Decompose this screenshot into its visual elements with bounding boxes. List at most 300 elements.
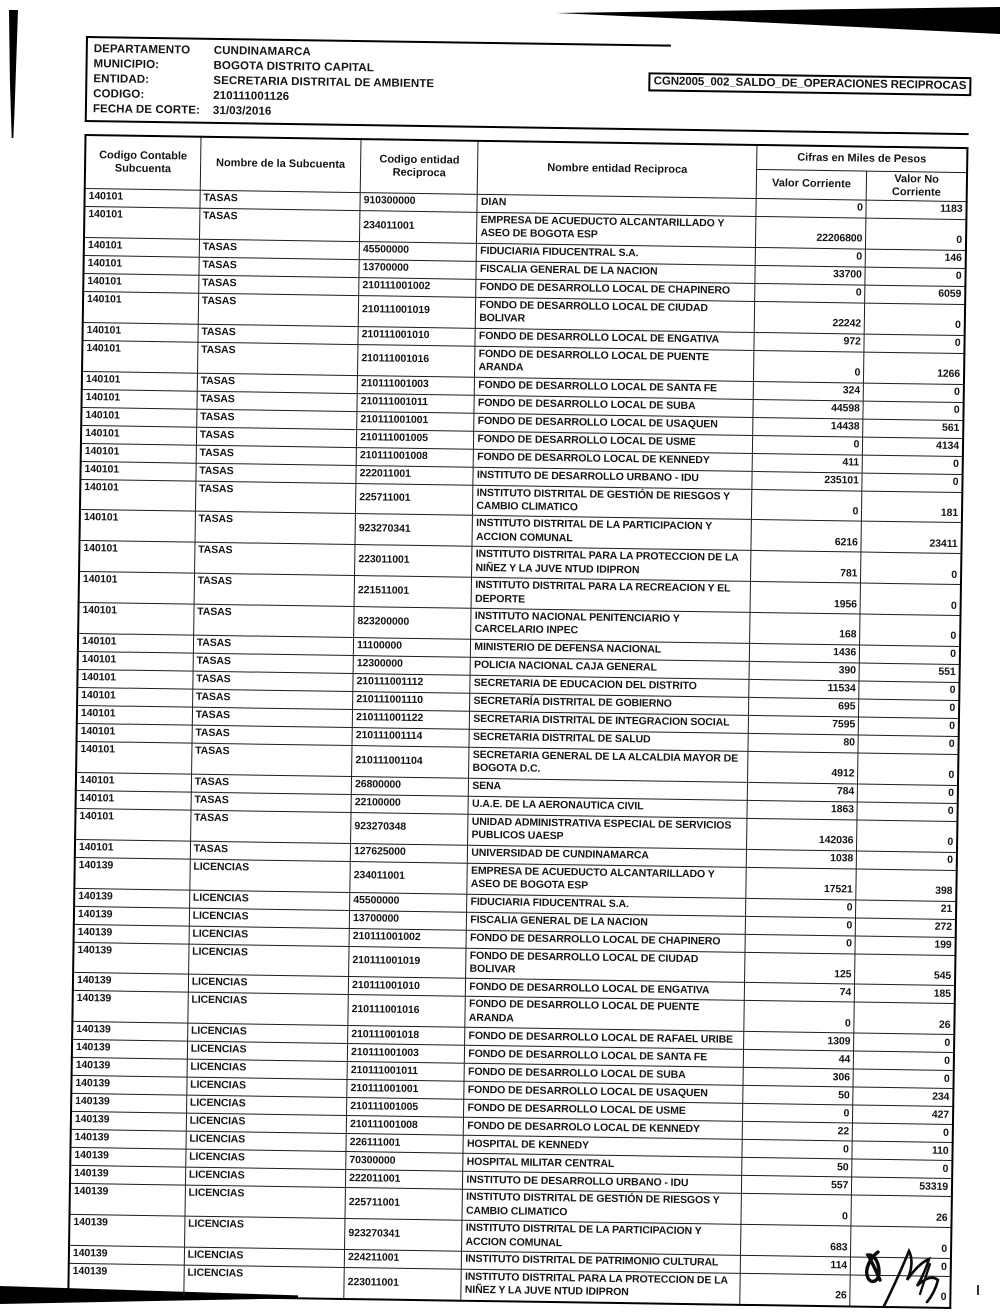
valor-corriente-cell: 80 [748, 733, 859, 753]
nombre-entidad-cell: INSTITUTO DISTRITAL DE LA PARTICIPACION Y ACCION COMUNAL [472, 516, 751, 551]
valor-no-corriente-cell: 551 [859, 663, 960, 682]
codigo-entidad-cell: 210111001001 [357, 411, 475, 431]
codigo-subcuenta-cell: 140101 [77, 669, 193, 689]
valor-corriente-cell: 306 [743, 1068, 854, 1088]
nombre-subcuenta-cell: LICENCIAS [187, 1041, 348, 1061]
valor-no-corriente-cell: 0 [854, 1051, 955, 1070]
codigo-entidad-cell: 127625000 [350, 843, 468, 863]
valor-no-corriente-cell: 0 [861, 552, 962, 584]
valor-corriente-cell: 0 [751, 489, 862, 522]
codigo-entidad-cell: 210111001018 [348, 1026, 466, 1046]
codigo-subcuenta-cell: 140101 [77, 687, 193, 707]
codigo-entidad-cell: 222011001 [346, 1170, 464, 1190]
codigo-entidad-cell: 210111001011 [357, 393, 475, 413]
nombre-entidad-cell: INSTITUTO DISTRITAL PARA LA PROTECCION DE LA NIÑEZ Y LA JUVE NTUD IDIPRON [472, 547, 751, 582]
codigo-entidad-cell: 210111001112 [353, 673, 471, 693]
nombre-entidad-cell: SENA [469, 778, 748, 800]
valor-no-corriente-cell: 0 [859, 699, 960, 718]
codigo-subcuenta-cell: 140101 [76, 790, 192, 810]
codigo-entidad-cell: 70300000 [346, 1152, 464, 1172]
scan-artifact-top-right-wedge [556, 7, 1000, 34]
nombre-subcuenta-cell: LICENCIAS [184, 1216, 345, 1249]
col-header-valor-no-corriente: Valor No Corriente [866, 171, 967, 202]
codigo-subcuenta-cell: 140139 [74, 906, 190, 926]
nombre-entidad-cell: EMPRESA DE ACUEDUCTO ALCANTARILLADO Y ASEO DE BOGOTA ESP [477, 212, 756, 247]
nombre-subcuenta-cell: LICENCIAS [189, 890, 350, 910]
codigo-subcuenta-cell: 140101 [76, 741, 192, 774]
codigo-subcuenta-cell: 140101 [81, 407, 197, 427]
valor-corriente-cell: 0 [755, 283, 866, 303]
codigo-entidad-cell: 234011001 [360, 210, 478, 243]
nombre-subcuenta-cell: TASAS [195, 481, 356, 514]
nombre-entidad-cell: SECRETARIA DISTRITAL DE INTEGRACION SOCIAL [470, 711, 749, 733]
nombre-entidad-cell: INSTITUTO NACIONAL PENITENCIARIO Y CARCELARIO INPEC [471, 608, 750, 643]
nombre-subcuenta-cell: TASAS [194, 573, 355, 606]
valor-no-corriente-cell: 0 [860, 583, 961, 615]
field-value: SECRETARIA DISTRITAL DE AMBIENTE [213, 74, 435, 91]
nombre-subcuenta-cell: TASAS [191, 743, 352, 776]
nombre-entidad-cell: FONDO DE DESARROLLO LOCAL DE SUBA [464, 1063, 743, 1085]
codigo-subcuenta-cell: 140139 [70, 1166, 186, 1186]
nombre-entidad-cell: FONDO DE DESARROLLO LOCAL DE SUBA [474, 395, 753, 417]
valor-corriente-cell: 0 [745, 916, 856, 936]
nombre-subcuenta-cell: TASAS [197, 373, 358, 393]
nombre-subcuenta-cell: TASAS [193, 635, 354, 655]
codigo-subcuenta-cell: 140139 [74, 857, 190, 890]
nombre-entidad-cell: SECRETARIA GENERAL DE LA ALCALDIA MAYOR DE BOGOTA D.C. [469, 747, 748, 782]
valor-corriente-cell: 50 [742, 1158, 853, 1178]
valor-no-corriente-cell: 0 [856, 851, 957, 870]
valor-corriente-cell: 683 [740, 1224, 851, 1257]
codigo-subcuenta-cell: 140101 [83, 273, 199, 293]
nombre-entidad-cell: INSTITUTO DISTRITAL DE GESTIÓN DE RIESGOS Y CAMBIO CLIMATICO [473, 485, 752, 520]
reciprocas-table-body [68, 188, 966, 1307]
codigo-entidad-cell: 11100000 [353, 637, 471, 657]
nombre-subcuenta-cell: TASAS [196, 409, 357, 429]
valor-no-corriente-cell: 234 [853, 1087, 954, 1106]
codigo-entidad-cell: 225711001 [356, 483, 474, 516]
field-value: CUNDINAMARCA [213, 44, 311, 59]
codigo-subcuenta-cell: 140101 [77, 723, 193, 743]
nombre-subcuenta-cell: LICENCIAS [184, 1247, 345, 1267]
valor-no-corriente-cell: 0 [862, 455, 963, 474]
codigo-entidad-cell: 13700000 [359, 259, 477, 279]
codigo-subcuenta-cell: 140101 [78, 633, 194, 653]
codigo-entidad-cell: 210111001016 [358, 344, 476, 377]
valor-corriente-cell: 1956 [750, 582, 861, 615]
codigo-subcuenta-cell: 140101 [81, 425, 197, 445]
valor-corriente-cell: 11534 [749, 679, 860, 699]
valor-corriente-cell: 44 [743, 1050, 854, 1070]
nombre-entidad-cell: FONDO DE DESARROLLO LOCAL DE SANTA FE [475, 377, 754, 399]
field-label: FECHA DE CORTE: [92, 103, 201, 117]
codigo-entidad-cell: 210111001008 [356, 447, 474, 467]
nombre-subcuenta-cell: TASAS [195, 512, 356, 545]
valor-no-corriente-cell: 0 [852, 1159, 953, 1178]
valor-no-corriente-cell: 0 [857, 784, 958, 803]
valor-no-corriente-cell: 272 [855, 918, 956, 937]
codigo-subcuenta-cell: 140139 [71, 1094, 187, 1114]
codigo-subcuenta-cell: 140101 [84, 188, 200, 208]
nombre-subcuenta-cell: TASAS [199, 257, 360, 277]
codigo-entidad-cell: 210111001002 [349, 928, 467, 948]
valor-no-corriente-cell: 0 [850, 1257, 951, 1276]
valor-corriente-cell: 324 [753, 381, 864, 401]
col-header-codigo-entidad: Codigo entidad Reciproca [360, 139, 478, 194]
nombre-subcuenta-cell: TASAS [194, 542, 355, 575]
codigo-entidad-cell: 823200000 [354, 607, 472, 640]
codigo-subcuenta-cell: 140139 [72, 1022, 188, 1042]
nombre-entidad-cell: SECRETARIA DISTRITAL DE SALUD [469, 729, 748, 751]
nombre-subcuenta-cell: TASAS [200, 190, 361, 210]
valor-corriente-cell: 0 [752, 435, 863, 455]
nombre-subcuenta-cell: TASAS [193, 671, 354, 691]
codigo-entidad-cell: 210111001003 [347, 1044, 465, 1064]
codigo-subcuenta-cell: 140101 [78, 602, 194, 635]
valor-corriente-cell: 781 [750, 551, 861, 584]
valor-no-corriente-cell: 561 [863, 419, 964, 438]
col-header-nombre-entidad: Nombre entidad Reciproca [478, 141, 757, 199]
codigo-entidad-cell: 210111001003 [357, 375, 475, 395]
valor-no-corriente-cell: 0 [858, 753, 959, 785]
codigo-subcuenta-cell: 140101 [81, 389, 197, 409]
valor-corriente-cell: 22206800 [755, 216, 866, 249]
codigo-subcuenta-cell: 140139 [70, 1148, 186, 1168]
nombre-entidad-cell: INSTITUTO DISTRITAL DE GESTIÓN DE RIESGOS Y CAMBIO CLIMATICO [462, 1189, 741, 1224]
valor-no-corriente-cell: 0 [864, 303, 965, 335]
codigo-entidad-cell: 210111001005 [357, 429, 475, 449]
codigo-subcuenta-cell: 140139 [74, 888, 190, 908]
valor-no-corriente-cell: 53319 [852, 1177, 953, 1196]
valor-no-corriente-cell: 6059 [865, 285, 966, 304]
nombre-entidad-cell: INSTITUTO DISTRITAL DE LA PARTICIPACION Y ACCION COMUNAL [462, 1220, 741, 1255]
valor-corriente-cell: 0 [745, 934, 856, 954]
codigo-subcuenta-cell: 140101 [82, 322, 198, 342]
valor-corriente-cell: 125 [745, 952, 856, 985]
valor-corriente-cell: 0 [746, 898, 857, 918]
codigo-entidad-cell: 210111001010 [348, 977, 466, 997]
nombre-entidad-cell: EMPRESA DE ACUEDUCTO ALCANTARILLADO Y ASEO DE BOGOTA ESP [467, 863, 746, 898]
valor-corriente-cell: 0 [753, 350, 864, 383]
nombre-entidad-cell: INSTITUTO DISTRITAL PARA LA RECREACION Y EL DEPORTE [471, 577, 750, 612]
codigo-entidad-cell: 910300000 [360, 192, 478, 212]
valor-no-corriente-cell: 545 [855, 954, 956, 986]
valor-corriente-cell: 557 [741, 1176, 852, 1196]
nombre-entidad-cell: INSTITUTO DE DESARROLLO URBANO - IDU [473, 467, 752, 489]
codigo-subcuenta-cell: 140101 [82, 340, 198, 373]
valor-corriente-cell: 1038 [746, 849, 857, 869]
valor-corriente-cell: 0 [741, 1194, 852, 1227]
nombre-subcuenta-cell: LICENCIAS [184, 1265, 345, 1299]
codigo-entidad-cell: 45500000 [359, 241, 477, 261]
valor-no-corriente-cell: 1266 [864, 352, 965, 384]
valor-no-corriente-cell: 26 [854, 1002, 955, 1034]
nombre-subcuenta-cell: LICENCIAS [187, 1077, 348, 1097]
codigo-entidad-cell: 923270341 [355, 514, 473, 547]
valor-corriente-cell: 22242 [754, 301, 865, 334]
valor-no-corriente-cell: 0 [860, 645, 961, 664]
nombre-entidad-cell: FONDO DE DESARROLLO LOCAL DE USAQUEN [464, 1081, 743, 1103]
codigo-subcuenta-cell: 140139 [73, 942, 189, 975]
valor-corriente-cell: 22 [742, 1122, 853, 1142]
valor-no-corriente-cell: 0 [854, 1033, 955, 1052]
valor-no-corriente-cell: 0 [860, 614, 961, 646]
codigo-subcuenta-cell: 140139 [71, 1130, 187, 1150]
nombre-entidad-cell: HOSPITAL MILITAR CENTRAL [463, 1153, 742, 1175]
nombre-subcuenta-cell: TASAS [196, 463, 357, 483]
entity-header-box [85, 36, 671, 129]
valor-no-corriente-cell: 0 [858, 735, 959, 754]
scan-artifact-left-bar [9, 10, 18, 138]
field-label: CODIGO: [93, 88, 145, 101]
codigo-entidad-cell: 210111001010 [358, 326, 476, 346]
nombre-subcuenta-cell: LICENCIAS [186, 1131, 347, 1151]
valor-no-corriente-cell: 0 [864, 334, 965, 353]
nombre-subcuenta-cell: LICENCIAS [190, 859, 351, 892]
codigo-entidad-cell: 210111001114 [352, 727, 470, 747]
valor-corriente-cell: 695 [748, 697, 859, 717]
valor-corriente-cell: 390 [749, 661, 860, 681]
nombre-subcuenta-cell: TASAS [196, 427, 357, 447]
valor-no-corriente-cell: 1183 [866, 200, 967, 219]
nombre-entidad-cell: INSTITUTO DE DESARROLLO URBANO - IDU [463, 1171, 742, 1193]
valor-no-corriente-cell: 0 [851, 1226, 952, 1258]
valor-no-corriente-cell: 0 [865, 267, 966, 286]
nombre-subcuenta-cell: LICENCIAS [188, 944, 349, 977]
scan-artifact-dash [977, 1285, 979, 1295]
nombre-subcuenta-cell: LICENCIAS [187, 1023, 348, 1043]
valor-no-corriente-cell: 0 [852, 1123, 953, 1142]
nombre-subcuenta-cell: LICENCIAS [189, 926, 350, 946]
codigo-subcuenta-cell: 140101 [79, 541, 195, 574]
nombre-entidad-cell: UNIVERSIDAD DE CUNDINAMARCA [468, 845, 747, 867]
field-label: ENTIDAD: [93, 73, 150, 86]
nombre-entidad-cell: FONDO DE DESARROLLO LOCAL DE ENGATIVA [466, 979, 745, 1001]
nombre-entidad-cell: HOSPITAL DE KENNEDY [463, 1135, 742, 1157]
codigo-subcuenta-cell: 140101 [84, 206, 200, 239]
nombre-subcuenta-cell: LICENCIAS [188, 974, 349, 994]
nombre-subcuenta-cell: LICENCIAS [185, 1149, 346, 1169]
reciprocas-table [67, 134, 968, 1309]
valor-no-corriente-cell: 26 [851, 1195, 952, 1227]
nombre-subcuenta-cell: LICENCIAS [185, 1185, 346, 1218]
valor-corriente-cell: 114 [740, 1255, 851, 1275]
codigo-entidad-cell: 221511001 [354, 576, 472, 609]
nombre-subcuenta-cell: TASAS [197, 391, 358, 411]
codigo-subcuenta-cell: 140101 [75, 808, 191, 841]
codigo-subcuenta-cell: 140101 [81, 443, 197, 463]
valor-corriente-cell: 26 [740, 1273, 851, 1306]
valor-no-corriente-cell: 185 [854, 984, 955, 1003]
nombre-subcuenta-cell: TASAS [198, 293, 359, 326]
nombre-entidad-cell: FONDO DE DESARROLO LOCAL DE KENNEDY [464, 1117, 743, 1139]
signature-mark [846, 1242, 976, 1310]
codigo-entidad-cell: 210111001001 [347, 1080, 465, 1100]
codigo-entidad-cell: 222011001 [356, 465, 474, 485]
codigo-subcuenta-cell: 140101 [83, 291, 199, 324]
codigo-subcuenta-cell: 140139 [72, 1040, 188, 1060]
valor-corriente-cell: 7595 [748, 715, 859, 735]
codigo-subcuenta-cell: 140139 [71, 1112, 187, 1132]
codigo-entidad-cell: 226111001 [346, 1134, 464, 1154]
nombre-subcuenta-cell: TASAS [190, 841, 351, 861]
codigo-entidad-cell: 225711001 [345, 1188, 463, 1221]
codigo-subcuenta-cell: 140101 [80, 461, 196, 481]
nombre-entidad-cell: INSTITUTO DISTRITAL DE PATRIMONIO CULTURAL [462, 1251, 741, 1273]
valor-no-corriente-cell: 0 [858, 717, 959, 736]
valor-corriente-cell: 4912 [748, 751, 859, 784]
valor-corriente-cell: 168 [750, 612, 861, 645]
codigo-entidad-cell: 13700000 [349, 910, 467, 930]
valor-corriente-cell: 1863 [747, 800, 858, 820]
document-content [67, 36, 972, 1309]
codigo-entidad-cell: 210111001016 [348, 995, 466, 1028]
nombre-subcuenta-cell: TASAS [193, 653, 354, 673]
codigo-subcuenta-cell: 140101 [83, 255, 199, 275]
col-header-valor-corriente: Valor Corriente [756, 169, 867, 200]
codigo-entidad-cell: 26800000 [351, 776, 469, 796]
codigo-subcuenta-cell: 140101 [76, 772, 192, 792]
valor-no-corriente-cell: 0 [853, 1069, 954, 1088]
codigo-subcuenta-cell: 140139 [69, 1215, 185, 1248]
codigo-subcuenta-cell: 140139 [70, 1184, 186, 1217]
valor-corriente-cell: 1309 [744, 1032, 855, 1052]
valor-corriente-cell: 0 [742, 1140, 853, 1160]
codigo-entidad-cell: 210111001019 [349, 946, 467, 979]
codigo-entidad-cell: 210111001019 [358, 295, 476, 328]
valor-corriente-cell: 6216 [751, 520, 862, 553]
nombre-entidad-cell: FONDO DE DESARROLLO LOCAL DE ENGATIVA [475, 328, 754, 350]
valor-no-corriente-cell: 0 [863, 401, 964, 420]
valor-corriente-cell: 411 [752, 453, 863, 473]
codigo-subcuenta-cell: 140101 [77, 705, 193, 725]
nombre-entidad-cell: FIDUCIARIA FIDUCENTRAL S.A. [467, 894, 746, 916]
nombre-subcuenta-cell: TASAS [190, 810, 351, 843]
valor-no-corriente-cell: 0 [857, 802, 958, 821]
nombre-entidad-cell: UNIDAD ADMINISTRATIVA ESPECIAL DE SERVICIOS PUBLICOS UAESP [468, 814, 747, 849]
valor-corriente-cell: 235101 [752, 471, 863, 491]
codigo-entidad-cell: 223011001 [344, 1267, 462, 1300]
codigo-subcuenta-cell: 140139 [71, 1076, 187, 1096]
codigo-entidad-cell: 12300000 [353, 655, 471, 675]
valor-corriente-cell: 0 [744, 1001, 855, 1034]
nombre-entidad-cell: FONDO DE DESARROLLO LOCAL DE PUENTE ARANDA [475, 346, 754, 381]
report-title: CGN2005_002_SALDO_DE_OPERACIONES RECIPROCAS [649, 72, 972, 96]
nombre-subcuenta-cell: TASAS [191, 792, 352, 812]
valor-corriente-cell: 0 [742, 1104, 853, 1124]
nombre-entidad-cell: FONDO DE DESARROLLO LOCAL DE USME [474, 431, 753, 453]
codigo-entidad-cell: 923270348 [351, 812, 469, 845]
codigo-subcuenta-cell: 140139 [72, 1058, 188, 1078]
nombre-entidad-cell: FONDO DE DESARROLLO LOCAL DE RAFAEL URIBE [465, 1027, 744, 1049]
codigo-subcuenta-cell: 140139 [73, 973, 189, 993]
nombre-entidad-cell: MINISTERIO DE DEFENSA NACIONAL [471, 639, 750, 661]
nombre-entidad-cell: POLICIA NACIONAL CAJA GENERAL [470, 657, 749, 679]
codigo-subcuenta-cell: 140101 [80, 510, 196, 543]
nombre-subcuenta-cell: TASAS [191, 774, 352, 794]
valor-no-corriente-cell: 398 [856, 869, 957, 901]
codigo-subcuenta-cell: 140101 [82, 371, 198, 391]
field-value: 31/03/2016 [212, 104, 272, 118]
valor-corriente-cell: 74 [744, 983, 855, 1003]
codigo-entidad-cell: 210111001008 [346, 1116, 464, 1136]
nombre-entidad-cell: SECRETARÍA DISTRITAL DE GOBIERNO [470, 693, 749, 715]
codigo-entidad-cell: 210111001011 [347, 1062, 465, 1082]
valor-no-corriente-cell: 0 [859, 681, 960, 700]
codigo-entidad-cell: 45500000 [350, 892, 468, 912]
valor-corriente-cell: 44598 [753, 399, 864, 419]
valor-corriente-cell: 0 [755, 247, 866, 267]
nombre-entidad-cell: FONDO DE DESARROLLO LOCAL DE PUENTE ARANDA [465, 997, 744, 1032]
nombre-subcuenta-cell: TASAS [192, 725, 353, 745]
valor-no-corriente-cell: 199 [855, 936, 956, 955]
nombre-entidad-cell: FONDO DE DESARROLLO LOCAL DE CHAPINERO [476, 279, 755, 301]
codigo-entidad-cell: 210111001104 [352, 745, 470, 778]
valor-no-corriente-cell: 0 [850, 1275, 951, 1308]
codigo-entidad-cell: 210111001005 [347, 1098, 465, 1118]
nombre-entidad-cell: FONDO DE DESARROLLO LOCAL DE CIUDAD BOLIVAR [476, 297, 755, 332]
valor-no-corriente-cell: 0 [866, 218, 967, 250]
nombre-entidad-cell: FISCALIA GENERAL DE LA NACION [476, 261, 755, 283]
codigo-subcuenta-cell: 140139 [68, 1263, 184, 1296]
codigo-entidad-cell: 210111001122 [352, 709, 470, 729]
col-header-nombre-subcuenta: Nombre de la Subcuenta [200, 137, 361, 193]
nombre-subcuenta-cell: TASAS [193, 604, 354, 637]
nombre-subcuenta-cell: TASAS [199, 208, 360, 241]
valor-no-corriente-cell: 181 [862, 491, 963, 523]
nombre-subcuenta-cell: LICENCIAS [188, 992, 349, 1025]
nombre-entidad-cell: FONDO DE DESARROLLO LOCAL DE SANTA FE [465, 1045, 744, 1067]
nombre-subcuenta-cell: TASAS [198, 275, 359, 295]
nombre-subcuenta-cell: TASAS [196, 445, 357, 465]
valor-no-corriente-cell: 0 [857, 820, 958, 852]
field-label: DEPARTAMENTO [93, 43, 191, 57]
valor-no-corriente-cell: 0 [862, 473, 963, 492]
valor-corriente-cell: 33700 [755, 265, 866, 285]
valor-corriente-cell: 0 [756, 198, 867, 218]
valor-corriente-cell: 1436 [749, 643, 860, 663]
valor-corriente-cell: 17521 [746, 867, 857, 900]
valor-no-corriente-cell: 0 [863, 383, 964, 402]
codigo-subcuenta-cell: 140101 [84, 237, 200, 257]
nombre-entidad-cell: FONDO DE DESARROLLO LOCAL DE CHAPINERO [466, 930, 745, 952]
valor-corriente-cell: 50 [743, 1086, 854, 1106]
codigo-entidad-cell: 234011001 [350, 861, 468, 894]
nombre-subcuenta-cell: LICENCIAS [186, 1095, 347, 1115]
codigo-subcuenta-cell: 140101 [78, 651, 194, 671]
codigo-subcuenta-cell: 140139 [72, 991, 188, 1024]
nombre-subcuenta-cell: LICENCIAS [185, 1167, 346, 1187]
nombre-entidad-cell: FIDUCIARIA FIDUCENTRAL S.A. [477, 243, 756, 265]
nombre-entidad-cell: INSTITUTO DISTRITAL PARA LA PROTECCION DE LA NIÑEZ Y LA JUVE NTUD IDIPRON [461, 1269, 740, 1305]
nombre-subcuenta-cell: LICENCIAS [187, 1059, 348, 1079]
valor-no-corriente-cell: 110 [852, 1141, 953, 1160]
nombre-entidad-cell: FISCALIA GENERAL DE LA NACION [467, 912, 746, 934]
nombre-subcuenta-cell: TASAS [197, 342, 358, 375]
nombre-subcuenta-cell: TASAS [199, 239, 360, 259]
valor-no-corriente-cell: 4134 [863, 437, 964, 456]
col-header-codigo-subcuenta: Codigo Contable Subcuenta [85, 135, 201, 190]
codigo-entidad-cell: 210111001002 [359, 277, 477, 297]
nombre-entidad-cell: U.A.E. DE LA AERONAUTICA CIVIL [468, 796, 747, 818]
codigo-subcuenta-cell: 140101 [80, 479, 196, 512]
codigo-subcuenta-cell: 140101 [75, 839, 191, 859]
valor-no-corriente-cell: 23411 [861, 521, 962, 553]
nombre-subcuenta-cell: TASAS [192, 707, 353, 727]
nombre-subcuenta-cell: LICENCIAS [186, 1113, 347, 1133]
codigo-entidad-cell: 923270341 [345, 1219, 463, 1252]
col-group-header-cifras: Cifras en Miles de Pesos [757, 145, 968, 172]
